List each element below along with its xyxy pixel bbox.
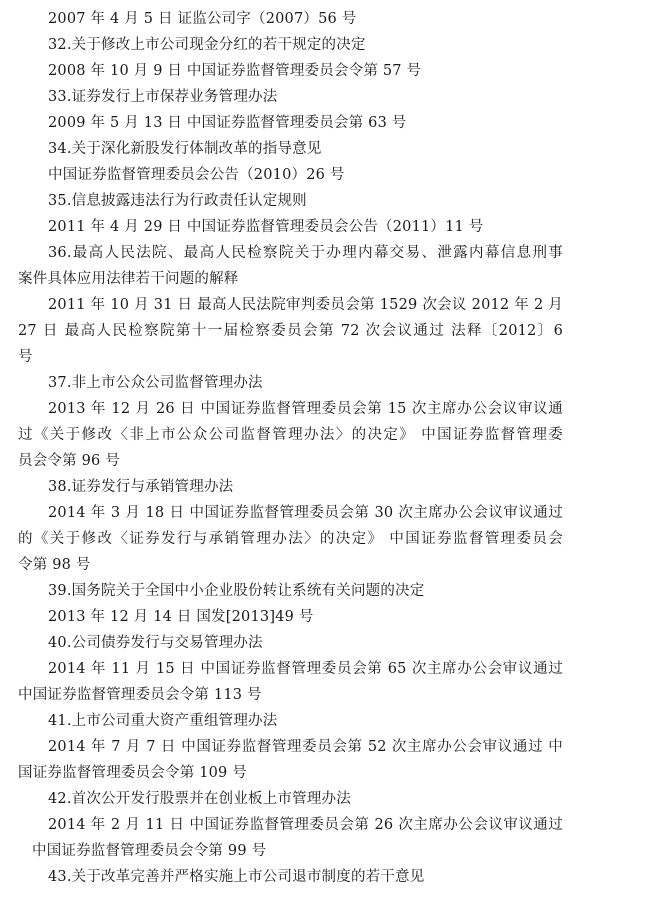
text-line: 号 <box>18 349 33 365</box>
text-line: 27 日 最高人民检察院第十一届检察委员会第 72 次会议通过 法释〔2012〕6 <box>18 323 563 339</box>
text-line: 2009 年 5 月 13 日 中国证券监督管理委员会第 63 号 <box>48 115 407 131</box>
text-line: 中国证券监督管理委员会令第 113 号 <box>18 687 262 703</box>
text-line: 2014 年 3 月 18 日 中国证券监督管理委员会第 30 次主席办公会议审议通过 <box>48 505 563 521</box>
item-title: 41.上市公司重大资产重组管理办法 <box>48 713 278 729</box>
text-line: 员会令第 96 号 <box>18 453 120 469</box>
item-title: 37.非上市公众公司监督管理办法 <box>48 375 263 391</box>
text-line: 案件具体应用法律若干问题的解释 <box>18 271 239 287</box>
text-line: 令第 98 号 <box>18 557 91 573</box>
text-line: 2014 年 2 月 11 日 中国证券监督管理委员会第 26 次主席办公会议审议通过 <box>48 817 563 833</box>
text-line: 中国证券监督管理委员会令第 99 号 <box>32 843 267 859</box>
text-line: 国证券监督管理委员会令第 109 号 <box>18 765 247 781</box>
text-line: 2008 年 10 月 9 日 中国证券监督管理委员会令第 57 号 <box>48 63 422 79</box>
item-title: 33.证券发行上市保荐业务管理办法 <box>48 89 278 105</box>
text-line: 中国证券监督管理委员会公告（2010）26 号 <box>48 167 345 183</box>
item-title: 42.首次公开发行股票并在创业板上市管理办法 <box>48 791 351 807</box>
text-line: 2007 年 4 月 5 日 证监公司字（2007）56 号 <box>48 11 357 27</box>
text-line: 2013 年 12 月 26 日 中国证券监督管理委员会第 15 次主席办公会议审议通 <box>48 401 563 417</box>
text-line: 2011 年 4 月 29 日 中国证券监督管理委员会公告（2011）11 号 <box>48 219 484 235</box>
text-line: 的《关于修改〈证券发行与承销管理办法〉的决定》 中国证券监督管理委员会 <box>18 531 563 547</box>
document-body <box>18 6 563 890</box>
text-line: 2011 年 10 月 31 日 最高人民法院审判委员会第 1529 次会议 2012 年 2 月 <box>48 297 563 313</box>
item-title: 40.公司债券发行与交易管理办法 <box>48 635 263 651</box>
item-title: 32.关于修改上市公司现金分红的若干规定的决定 <box>48 37 366 53</box>
item-title: 34.关于深化新股发行体制改革的指导意见 <box>48 141 322 157</box>
item-title: 38.证券发行与承销管理办法 <box>48 479 234 495</box>
item-title: 43.关于改革完善并严格实施上市公司退市制度的若干意见 <box>48 869 425 885</box>
text-line: 2014 年 11 月 15 日 中国证券监督管理委员会第 65 次主席办公会审议通过 <box>48 661 563 677</box>
text-line: 过《关于修改〈非上市公众公司监督管理办法〉的决定》 中国证券监督管理委 <box>18 427 563 443</box>
item-title: 36.最高人民法院、最高人民检察院关于办理内幕交易、泄露内幕信息刑事 <box>48 245 563 261</box>
item-title: 35.信息披露违法行为行政责任认定规则 <box>48 193 307 209</box>
text-line: 2014 年 7 月 7 日 中国证券监督管理委员会第 52 次主席办公会审议通过 中 <box>48 739 563 755</box>
text-line: 2013 年 12 月 14 日 国发[2013]49 号 <box>48 609 314 625</box>
item-title: 39.国务院关于全国中小企业股份转让系统有关问题的决定 <box>48 583 425 599</box>
